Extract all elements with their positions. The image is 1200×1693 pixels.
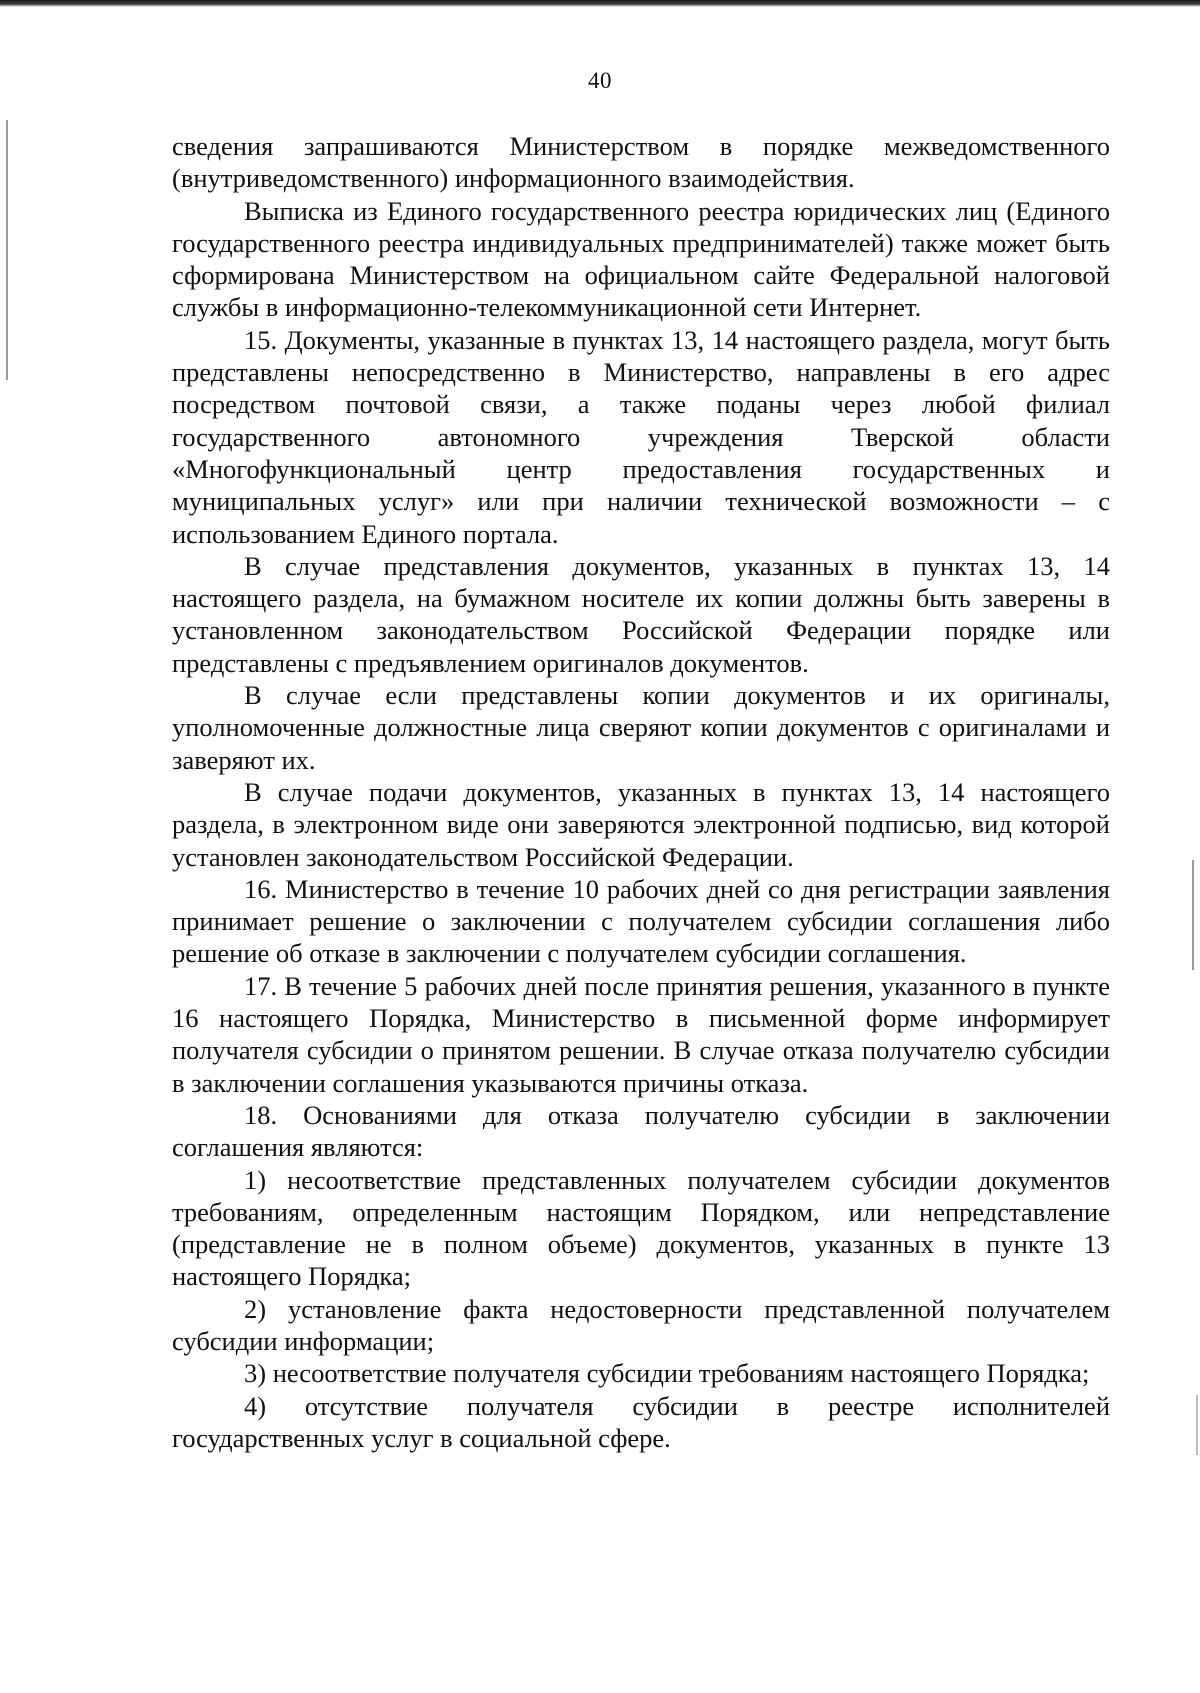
list-item: 1) несоответствие представленных получателем субсидии документов требованиям, определенным настоящим Порядком, или непредставление (представление не в полном объеме) документов, указанных в пункте 13 настоящего Порядка; [172,1164,1110,1292]
paragraph-item-16: 16. Министерство в течение 10 рабочих дней со дня регистрации заявления принимает решение о заключении с получателем субсидии соглашения либо решение об отказе в заключении с получателем субсидии соглашения. [172,873,1110,969]
scan-mark-left [6,120,8,380]
paragraph: В случае подачи документов, указанных в пунктах 13, 14 настоящего раздела, в электронном виде они заверяются электронной подписью, вид которой установлен законодательством Российской Федерации. [172,776,1110,872]
paragraph-item-15: 15. Документы, указанные в пунктах 13, 14 настоящего раздела, могут быть представлены непосредственно в Министерство, направлены в его адрес посредством почтовой связи, а также поданы через любой филиал государственного автономного учреждения Тверской области «Многофункциональный центр предоставления государственных и муниципальных услуг» или при наличии технической возможности – с использованием Единого портала. [172,324,1110,549]
paragraph: В случае если представлены копии документов и их оригиналы, уполномоченные должностные лица сверяют копии документов с оригиналами и заверяют их. [172,680,1110,775]
list-item: 4) отсутствие получателя субсидии в реестре исполнителей государственных услуг в социальной сфере. [172,1390,1110,1453]
list-item: 3) несоответствие получателя субсидии требованиям настоящего Порядка; [244,1358,1090,1389]
list-item: 2) установление факта недостоверности представленной получателем субсидии информации; [172,1293,1110,1356]
scan-edge-top [0,0,1200,7]
scan-mark-right-lower [1196,1395,1198,1455]
paragraph: В случае представления документов, указанных в пунктах 13, 14 настоящего раздела, на бумажном носителе их копии должны быть заверены в установленном законодательством Российской Федерации порядке или представлены с предъявлением оригиналов документов. [172,550,1110,678]
paragraph-item-17: 17. В течение 5 рабочих дней после принятия решения, указанного в пункте 16 настоящего Порядка, Министерство в письменной форме информирует получателя субсидии о принятом решении. В случае отказа получателю субсидии в заключении соглашения указываются причины отказа. [172,970,1110,1098]
paragraph: Выписка из Единого государственного реестра юридических лиц (Единого государственного реестра индивидуальных предпринимателей) также может быть сформирована Министерством на официальном сайте Федеральной налоговой службы в информационно-телекоммуникационной сети Интернет. [172,195,1110,323]
paragraph-item-18: 18. Основаниями для отказа получателю субсидии в заключении соглашения являются: [172,1099,1110,1163]
document-body [172,130,1110,1454]
paragraph: сведения запрашиваются Министерством в порядке межведомственного (внутриведомственного) информационного взаимодействия. [172,131,1110,194]
scan-mark-right [1192,860,1194,970]
page-number: 40 [588,68,612,93]
